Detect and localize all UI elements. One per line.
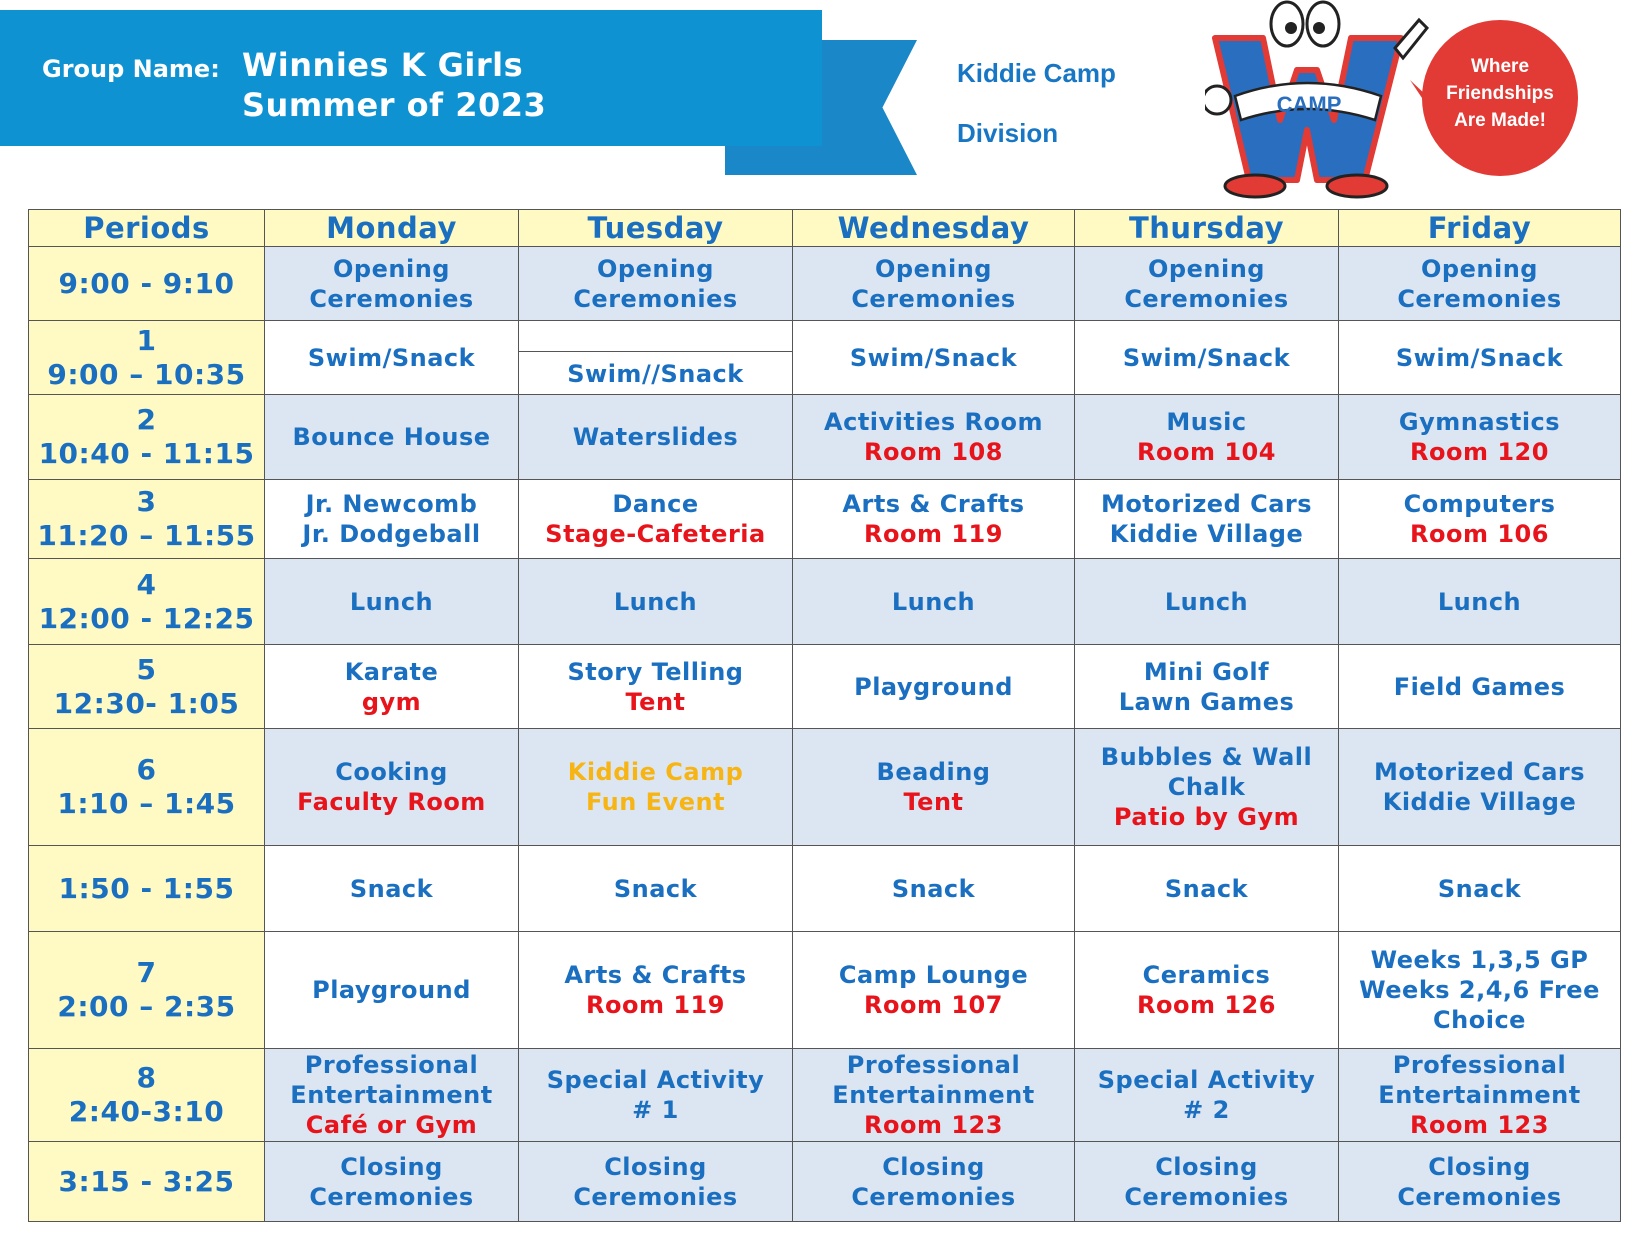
activity-name: Beading (876, 758, 991, 786)
activity-cell-wednesday (793, 932, 1075, 1049)
activity-location: Room 104 (1137, 438, 1276, 466)
empty-subcell (519, 321, 792, 352)
period-time: 3:15 - 3:25 (58, 1164, 235, 1198)
activity-name: Gymnastics (1398, 408, 1561, 436)
activity-name: Motorized Cars (1373, 758, 1586, 786)
season-title: Summer of 2023 (242, 86, 547, 124)
column-header-friday: Friday (1339, 210, 1621, 247)
schedule-header-row (29, 210, 1621, 247)
activity-cell-monday (265, 321, 519, 395)
schedule-row (29, 932, 1621, 1049)
activity-location: Room 107 (864, 991, 1003, 1019)
special-event-name: Fun Event (585, 788, 726, 816)
activity-cell-tuesday (519, 247, 793, 321)
group-name: Winnies K Girls (242, 46, 524, 84)
schedule-row (29, 480, 1621, 559)
activity-name: Ceremonies (309, 1182, 474, 1211)
activity-location: Tent (903, 788, 964, 816)
activity-location: Room 120 (1410, 438, 1549, 466)
schedule-row (29, 1142, 1621, 1222)
activity-name: Lunch (349, 587, 434, 616)
period-number: 2 (136, 403, 157, 436)
activity-location: Room 123 (864, 1111, 1003, 1139)
activity-cell-tuesday (519, 559, 793, 645)
activity-cell-thursday (1075, 1142, 1339, 1222)
activity-location: Room 123 (1410, 1111, 1549, 1139)
activity-name: Opening (875, 254, 992, 283)
activity-location: Room 119 (864, 520, 1003, 548)
special-event-name: Kiddie Camp (567, 758, 744, 786)
activity-name: Weeks 1,3,5 GP (1370, 946, 1589, 974)
activity-cell-monday (265, 846, 519, 932)
period-number: 1 (136, 323, 157, 357)
camp-name: Kiddie Camp (957, 58, 1116, 88)
column-header-wednesday: Wednesday (793, 210, 1075, 247)
activity-name: Closing (340, 1152, 443, 1181)
activity-cell-monday (265, 395, 519, 480)
activity-name: Computers (1403, 490, 1556, 518)
activity-cell-wednesday (793, 729, 1075, 846)
schedule-row (29, 1049, 1621, 1142)
activity-name: Music (1166, 408, 1247, 436)
activity-location: Patio by Gym (1113, 803, 1300, 831)
period-cell (29, 395, 265, 480)
activity-name: Lawn Games (1118, 687, 1295, 716)
activity-cell-wednesday (793, 321, 1075, 395)
activity-name: Opening (1421, 254, 1538, 283)
activity-name: Arts & Crafts (842, 490, 1025, 518)
activity-cell-tuesday (519, 480, 793, 559)
activity-name: Swim//Snack (567, 360, 744, 388)
period-cell (29, 321, 265, 395)
activity-cell-monday (265, 247, 519, 321)
activity-cell-thursday (1075, 932, 1339, 1049)
period-number: 4 (136, 567, 157, 601)
activity-cell-tuesday (519, 846, 793, 932)
period-cell (29, 1049, 265, 1142)
activity-cell-monday (265, 1142, 519, 1222)
w-mascot-icon (1205, 2, 1427, 197)
column-header-thursday: Thursday (1075, 210, 1339, 247)
slogan-line: Are Made! (1454, 110, 1546, 131)
activity-location: Room 126 (1137, 991, 1276, 1019)
activity-name: Dance (612, 490, 699, 518)
slogan-line: Where (1470, 56, 1530, 77)
activity-location: Room 108 (864, 438, 1003, 466)
activity-name: Professional (1392, 1051, 1567, 1079)
period-cell (29, 559, 265, 645)
activity-location: Faculty Room (297, 788, 486, 816)
activity-name: Professional (846, 1051, 1021, 1079)
period-cell (29, 480, 265, 559)
schedule-row (29, 645, 1621, 729)
activity-name: Special Activity (1097, 1066, 1316, 1094)
activity-location: gym (361, 687, 422, 716)
activity-name: Weeks 2,4,6 Free (1359, 976, 1600, 1004)
activity-name: Lunch (891, 587, 976, 616)
activity-name: Ceremonies (309, 284, 474, 313)
period-cell (29, 645, 265, 729)
activity-name: # 1 (632, 1096, 679, 1124)
period-time: 11:20 – 11:55 (37, 519, 256, 552)
activity-name: Snack (1164, 874, 1249, 903)
period-time: 1:50 - 1:55 (58, 871, 235, 905)
activity-name: Karate (344, 657, 439, 686)
period-time: 9:00 – 10:35 (47, 357, 246, 391)
activity-name: Opening (1148, 254, 1265, 283)
activity-name: Field Games (1393, 672, 1566, 701)
activity-cell-wednesday (793, 645, 1075, 729)
activity-cell-friday (1339, 645, 1621, 729)
activity-name: Mini Golf (1143, 657, 1270, 686)
activity-name: Closing (604, 1152, 707, 1181)
period-time: 12:00 - 12:25 (38, 601, 255, 635)
activity-name: Entertainment (832, 1081, 1035, 1109)
activity-name: Choice (1433, 1006, 1526, 1034)
activity-name: Chalk (1167, 773, 1246, 801)
column-header-monday: Monday (265, 210, 519, 247)
activity-name: Snack (1437, 874, 1522, 903)
activity-name: Cooking (335, 758, 448, 786)
activity-name: Ceremonies (573, 1182, 738, 1211)
activity-cell-friday (1339, 846, 1621, 932)
period-number: 7 (136, 956, 157, 989)
activity-name: Camp Lounge (838, 961, 1029, 989)
activity-location: Room 119 (586, 991, 725, 1019)
activity-location: Room 106 (1410, 520, 1549, 548)
activity-cell-friday (1339, 1049, 1621, 1142)
activity-name: Swim/Snack (849, 343, 1018, 372)
activity-cell-friday (1339, 247, 1621, 321)
activity-cell-friday (1339, 395, 1621, 480)
schedule-row (29, 729, 1621, 846)
activity-cell-wednesday (793, 846, 1075, 932)
period-time: 9:00 - 9:10 (58, 266, 235, 300)
activity-location: Tent (625, 687, 686, 716)
activity-cell-tuesday (519, 1142, 793, 1222)
period-number: 6 (136, 753, 157, 786)
activity-cell-tuesday (519, 729, 793, 846)
period-number: 5 (136, 652, 157, 686)
activity-name: Swim/Snack (1395, 343, 1564, 372)
activity-name: Snack (613, 874, 698, 903)
period-time: 12:30- 1:05 (53, 686, 240, 720)
camp-logo (1205, 0, 1585, 200)
activity-name: Bounce House (292, 423, 491, 451)
period-cell (29, 1142, 265, 1222)
activity-name: Closing (1155, 1152, 1258, 1181)
activity-name: Professional (304, 1051, 479, 1079)
activity-cell-thursday (1075, 559, 1339, 645)
activity-cell-friday (1339, 729, 1621, 846)
activity-subcell (519, 352, 792, 394)
schedule-row (29, 247, 1621, 321)
activity-cell-wednesday (793, 559, 1075, 645)
logo-word: CAMP (1276, 92, 1342, 117)
activity-cell-thursday (1075, 395, 1339, 480)
period-cell (29, 846, 265, 932)
activity-name: Special Activity (546, 1066, 765, 1094)
activity-cell-tuesday (519, 395, 793, 480)
camp-division: Division (957, 118, 1059, 148)
activity-cell-friday (1339, 321, 1621, 395)
activity-location: Stage-Cafeteria (545, 520, 766, 548)
activity-name: Kiddie Village (1382, 788, 1577, 816)
activity-cell-tuesday (519, 645, 793, 729)
period-cell (29, 247, 265, 321)
activity-name: Ceremonies (1124, 284, 1289, 313)
activity-name: Story Telling (567, 657, 744, 686)
activity-name: Motorized Cars (1100, 490, 1313, 518)
activity-cell-monday (265, 932, 519, 1049)
activity-cell-wednesday (793, 480, 1075, 559)
activity-name: Bubbles & Wall (1100, 743, 1313, 771)
activity-name: Snack (891, 874, 976, 903)
activity-cell-thursday (1075, 1049, 1339, 1142)
period-time: 1:10 – 1:45 (57, 787, 236, 820)
period-number: 3 (136, 485, 157, 518)
activity-name: Ceremonies (851, 1182, 1016, 1211)
activity-name: Lunch (613, 587, 698, 616)
weekly-schedule (28, 209, 1621, 1222)
activity-name: # 2 (1183, 1096, 1230, 1124)
activity-cell-thursday (1075, 321, 1339, 395)
activity-name: Lunch (1164, 587, 1249, 616)
activity-cell-wednesday (793, 395, 1075, 480)
schedule-row (29, 321, 1621, 395)
activity-cell-monday (265, 645, 519, 729)
activity-name: Opening (333, 254, 450, 283)
activity-name: Closing (1428, 1152, 1531, 1181)
activity-name: Lunch (1437, 587, 1522, 616)
activity-cell-thursday (1075, 846, 1339, 932)
activity-cell-tuesday (519, 932, 793, 1049)
activity-name: Closing (882, 1152, 985, 1181)
schedule-row (29, 395, 1621, 480)
activity-name: Ceremonies (851, 284, 1016, 313)
activity-name: Playground (312, 976, 471, 1004)
activity-cell-monday (265, 729, 519, 846)
activity-name: Jr. Dodgeball (302, 520, 481, 548)
schedule-row (29, 559, 1621, 645)
activity-cell-monday (265, 480, 519, 559)
activity-name: Ceremonies (1397, 1182, 1562, 1211)
activity-name: Kiddie Village (1109, 520, 1304, 548)
activity-location: Café or Gym (305, 1111, 478, 1139)
activity-name: Activities Room (824, 408, 1043, 436)
activity-name: Ceremonies (1124, 1182, 1289, 1211)
activity-name: Ceremonies (573, 284, 738, 313)
activity-cell-friday (1339, 480, 1621, 559)
activity-name: Opening (597, 254, 714, 283)
period-time: 2:40-3:10 (68, 1095, 225, 1128)
activity-cell-wednesday (793, 1049, 1075, 1142)
activity-name: Entertainment (290, 1081, 493, 1109)
activity-cell-thursday (1075, 645, 1339, 729)
activity-cell-wednesday (793, 1142, 1075, 1222)
activity-name: Playground (854, 672, 1013, 701)
activity-name: Ceramics (1142, 961, 1271, 989)
activity-cell-friday (1339, 1142, 1621, 1222)
period-cell (29, 729, 265, 846)
column-header-periods: Periods (29, 210, 265, 247)
activity-name: Waterslides (572, 423, 739, 451)
activity-cell-monday (265, 1049, 519, 1142)
activity-cell-friday (1339, 559, 1621, 645)
activity-cell-friday (1339, 932, 1621, 1049)
activity-name: Arts & Crafts (564, 961, 747, 989)
activity-name: Swim/Snack (307, 343, 476, 372)
activity-cell-tuesday (519, 321, 793, 395)
activity-cell-wednesday (793, 247, 1075, 321)
schedule-row (29, 846, 1621, 932)
activity-cell-tuesday (519, 1049, 793, 1142)
activity-cell-thursday (1075, 729, 1339, 846)
column-header-tuesday: Tuesday (519, 210, 793, 247)
activity-name: Swim/Snack (1122, 343, 1291, 372)
period-time: 10:40 - 11:15 (38, 437, 255, 470)
activity-cell-thursday (1075, 480, 1339, 559)
activity-name: Snack (349, 874, 434, 903)
slogan-line: Friendships (1446, 83, 1554, 104)
period-time: 2:00 – 2:35 (57, 990, 236, 1023)
activity-name: Jr. Newcomb (305, 490, 478, 518)
activity-cell-monday (265, 559, 519, 645)
group-name-label: Group Name: (42, 55, 220, 83)
activity-name: Ceremonies (1397, 284, 1562, 313)
period-cell (29, 932, 265, 1049)
activity-cell-thursday (1075, 247, 1339, 321)
activity-name: Entertainment (1378, 1081, 1581, 1109)
period-number: 8 (136, 1061, 157, 1094)
